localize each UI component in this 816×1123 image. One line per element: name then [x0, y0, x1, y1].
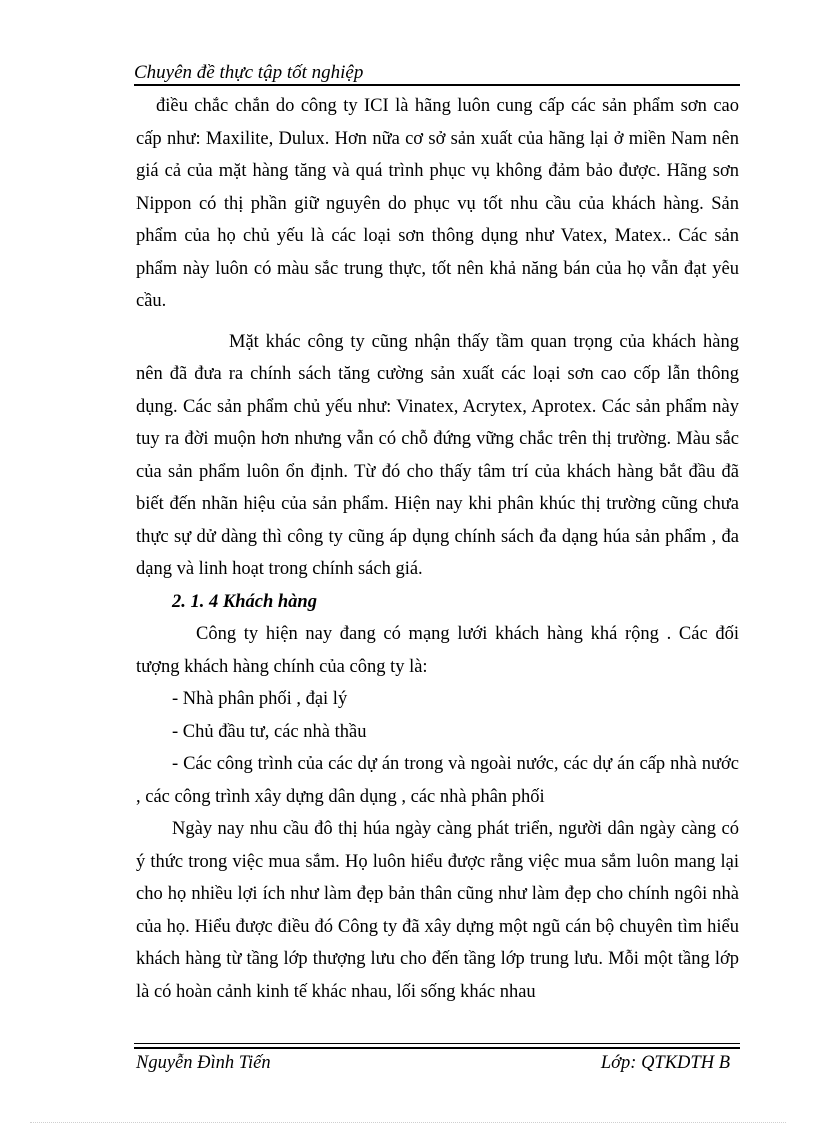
list-item-projects: - Các công trình của các dự án trong và ngoài nước, các dự án cấp nhà nước , các công trình xây dựng dân dụng , các nhà phân phối [136, 754, 739, 807]
paragraph-2: Mặt khác công ty cũng nhận thấy tầm quan trọng của khách hàng nên đã đưa ra chính sách tăng cường sản xuất các loại sơn cao cốp lẫn thông dụng. Các sản phẩm chủ yếu như: Vinatex, Acrytex, Aprotex. Các sản phẩm này tuy ra đời muộn hơn nhưng vẫn có chỗ đứng vững chắc trên thị trường. Màu sắc của sản phẩm luôn ổn định. Từ đó cho thấy tâm trí của khách hàng bắt đầu đã biết đến nhãn hiệu của sản phẩm. Hiện nay khi phân khúc thị trường cũng chưa thực sự dử dàng thì công ty cũng áp dụng chính sách đa dạng húa sản phẩm , đa dạng và linh hoạt trong chính sách giá. [136, 331, 739, 579]
section-heading: 2. 1. 4 Khách hàng [172, 591, 317, 612]
footer-author: Nguyễn Đình Tiến [136, 1053, 271, 1073]
footer-rule-thin [134, 1043, 740, 1044]
list-item-distributors: - Nhà phân phối , đại lý [172, 689, 348, 709]
document-body [136, 90, 739, 1008]
page-footer [134, 1040, 740, 1080]
paragraph-3: Công ty hiện nay đang có mạng lưới khách hàng khá rộng . Các đối tượng khách hàng chính của công ty là: [136, 624, 739, 677]
footer-class: Lớp: QTKDTH B [600, 1053, 730, 1073]
list-item-investors: - Chủ đầu tư, các nhà thầu [172, 721, 367, 742]
header-rule [134, 84, 740, 86]
paragraph-4: Ngày nay nhu cầu đô thị húa ngày càng phát triển, người dân ngày càng có ý thức trong việc mua sắm. Họ luôn hiểu được rằng việc mua sắm luôn mang lại cho họ nhiều lợi ích như làm đẹp bản thân cũng như làm đẹp cho chính ngôi nhà của họ. Hiểu được điều đó Công ty đã xây dựng một ngũ cán bộ chuyên tìm hiểu khách hàng từ tầng lớp thượng lưu cho đến tầng lớp trung lưu. Mỗi một tầng lớp là có hoàn cảnh kinh tế khác nhau, lối sống khác nhau [136, 819, 739, 1002]
footer-rule-thick [134, 1047, 740, 1049]
header-title: Chuyên đề thực tập tốt nghiệp [134, 62, 364, 83]
paragraph-1: điều chắc chắn do công ty ICI là hãng luôn cung cấp các sản phẩm sơn cao cấp như: Maxilite, Dulux. Hơn nữa cơ sở sản xuất của hãng lại ở miền Nam nên giá cả của mặt hàng tăng và quá trình phục vụ không đảm bảo được. Hãng sơn Nippon có thị phần giữ nguyên do phục vụ tốt nhu cầu của khách hàng. Sản phẩm của họ chủ yếu là các loại sơn thông dụng như Vatex, Matex.. Các sản phẩm này luôn có màu sắc trung thực, tốt nên khả năng bán của họ vẫn đạt yêu cầu. [136, 96, 739, 311]
page-header [134, 58, 740, 88]
